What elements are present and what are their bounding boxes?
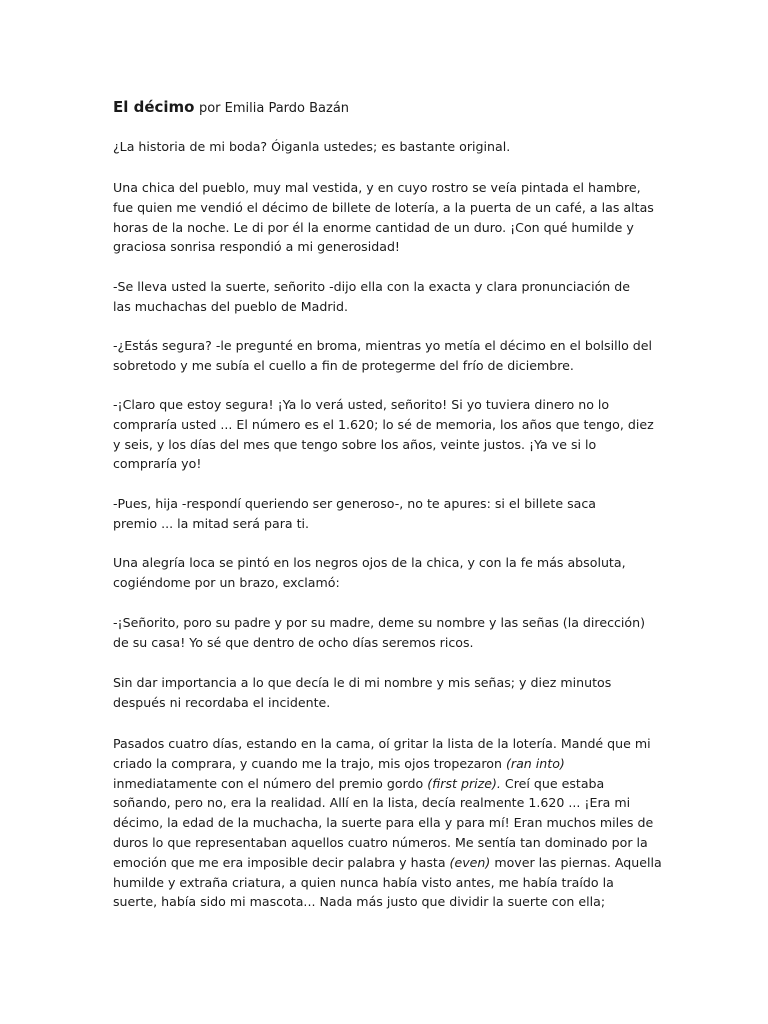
text-line: -Se lleva usted la suerte, señorito -dijo ella con la exacta y clara pronunciación de [113, 279, 630, 294]
text-line: compraría yo! [113, 456, 202, 472]
text-line: -¿Estás segura? -le pregunté en broma, mientras yo metía el décimo en el bolsillo del [113, 338, 653, 353]
paragraph [113, 277, 658, 317]
text-line: inmediatamente con el número del premio gordo (first prize). Creí que estaba [113, 775, 605, 791]
text-line: Una alegría loca se pintó en los negros ojos de la chica, y con la fe más absoluta, [113, 555, 626, 570]
gloss-first-prize: (first prize). [427, 775, 501, 791]
text-line: y seis, y los días del mes que tengo sobre los años, veinte justos. ¡Ya ve si lo [113, 436, 597, 452]
paragraph [113, 553, 658, 593]
text-line: horas de la noche. Le di por él la enorme cantidad de un duro. ¡Con qué humilde y [113, 219, 634, 235]
text-line: Pasados cuatro días, estando en la cama, oí gritar la lista de la lotería. Mandé que mi [113, 736, 651, 751]
paragraph [113, 494, 658, 534]
text-line: Una chica del pueblo, muy mal vestida, y en cuyo rostro se veía pintada el hambre, [113, 180, 641, 195]
text-line: décimo, la edad de la muchacha, la suerte para ella y para mí! Eran muchos miles de [113, 815, 654, 831]
text-line: fue quien me vendió el décimo de billete de lotería, a la puerta de un café, a las altas [113, 199, 654, 215]
title-line [113, 97, 349, 119]
text-line: duros lo que representaban aquellos cuatro números. Me sentía tan dominado por la [113, 834, 648, 850]
text-line: -Pues, hija -respondí queriendo ser generoso-, no te apures: si el billete saca [113, 496, 596, 511]
text-line: -¡Señorito, poro su padre y por su madre, deme su nombre y las señas (la dirección) [113, 615, 646, 630]
paragraph [113, 178, 658, 257]
text-line: graciosa sonrisa respondió a mi generosidad! [113, 239, 400, 255]
text-line: ¿La historia de mi boda? Óiganla ustedes; es bastante original. [113, 139, 511, 154]
text-line: después ni recordaba el incidente. [113, 694, 331, 710]
text-line: premio ... la mitad será para ti. [113, 515, 310, 531]
paragraph-final [113, 734, 662, 912]
text-line: de su casa! Yo sé que dentro de ocho días seremos ricos. [113, 634, 474, 650]
text-line: emoción que me era imposible decir palabra y hasta (even) mover las piernas. Aquella [113, 854, 662, 870]
text-line: soñando, pero no, era la realidad. Allí en la lista, decía realmente 1.620 ... ¡Era mi [113, 795, 631, 811]
gloss-even: (even) [449, 854, 491, 870]
text-line: sobretodo y me subía el cuello a fin de protegerme del frío de diciembre. [113, 357, 574, 373]
author-line: por Emilia Pardo Bazán [198, 101, 350, 116]
text-line: suerte, había sido mi mascota... Nada más justo que dividir la suerte con ella; [113, 894, 606, 910]
text-line: cogiéndome por un brazo, exclamó: [113, 574, 340, 590]
text-line: las muchachas del pueblo de Madrid. [113, 298, 349, 314]
paragraph [113, 673, 658, 713]
gloss-ran-into: (ran into) [505, 755, 565, 771]
document-title: El décimo [113, 98, 195, 116]
paragraph [113, 137, 658, 157]
text-line: -¡Claro que estoy segura! ¡Ya lo verá usted, señorito! Si yo tuviera dinero no lo [113, 397, 610, 412]
paragraph [113, 395, 658, 474]
text-line: humilde y extraña criatura, a quien nunca había visto antes, me había traído la [113, 874, 614, 890]
paragraph [113, 336, 658, 376]
text-line: criado la comprara, y cuando me la trajo, mis ojos tropezaron (ran into) [113, 755, 565, 771]
text-line: Sin dar importancia a lo que decía le di mi nombre y mis señas; y diez minutos [113, 675, 612, 690]
paragraph [113, 613, 658, 653]
text-line: compraría usted ... El número es el 1.620; lo sé de memoria, los años que tengo, diez [113, 416, 654, 432]
